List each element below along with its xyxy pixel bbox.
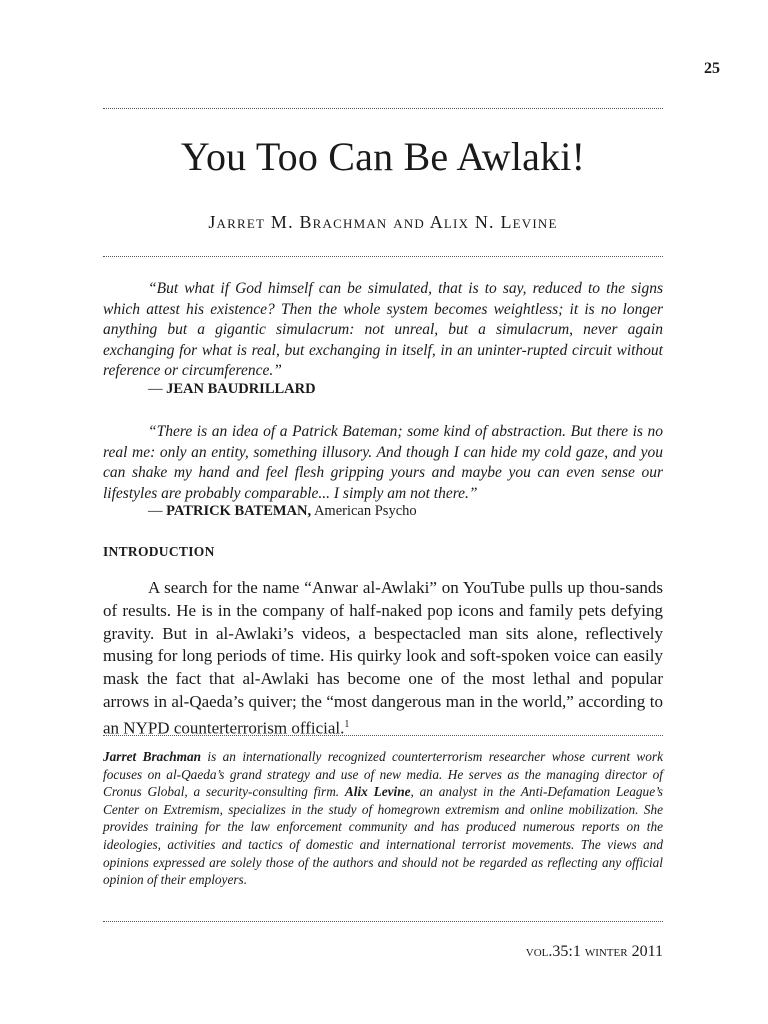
body-paragraph [103,577,663,740]
epigraph-attribution [148,381,316,398]
footnote-reference: 1 [344,718,350,730]
author-bio-text: , an analyst in the Anti-Defamation League’s Center on Extremism, specializes in the study of homegrown extremism and online mobilization. She provides training for the law enforcement community and has produced numerous reports on the ideologies, activities and tactics of domestic and international terrorist movements. The views and opinions expressed are solely those of the authors and should not be regarded as reflecting any official opinion of their employers. [103,784,663,888]
epigraph-quote: “But what if God himself can be simulated, that is to say, reduced to the signs which attest his existence? Then the whole system becomes weightless; it is no longer anything but a gigantic simulacrum: not unreal, but a simulacrum, never again exchanging for what is real, but exchanging in itself, in an uninter-rupted circuit without reference or circumference.” [103,280,663,379]
epigraph-attribution [148,503,417,520]
article-authors: Jarret M. Brachman and Alix N. Levine [208,212,558,232]
author-bio-text: is an internationally recognized counterterrorism researcher whose current work focuses on al-Qaeda’s grand strategy and use of new media. He serves as the managing director of Cronus Global, a security-consulting firm. [103,749,663,800]
attribution-dash: — [148,381,167,397]
bio-top-divider [103,735,663,736]
epigraph-quote: “There is an idea of a Patrick Bateman; some kind of abstraction. But there is no real me: only an entity, something illusory. And though I can hide my cold gaze, and you can shake my hand and feel flesh gripping yours and maybe you can even sense our lifestyles are probably comparable... I simply am not there.” [103,423,663,502]
attribution-dash: — [148,503,167,519]
top-divider [103,108,663,109]
attribution-name: PATRICK BATEMAN, [166,503,312,519]
author-bio [103,748,663,889]
author-name: Jarret Brachman [103,749,202,764]
paragraph-text: A search for the name “Anwar al-Awlaki” on YouTube pulls up thou-sands of results. He is in the company of half-naked pop icons and family pets defying gravity. But in al-Awlaki’s videos, a bespectacled man sits alone, reflectively musing for long periods of time. His quirky look and soft-spoken voice can easily mask the fact that al-Awlaki has become one of the most lethal and popular arrows in al-Qaeda’s quiver; the “most dangerous man in the world,” according to an NYPD counterterrorism official. [103,578,663,738]
page-number: 25 [704,60,720,77]
attribution-source: American Psycho [311,503,417,519]
journal-issue-footer: vol.35:1 winter 2011 [525,943,663,960]
author-name: Alix Levine [344,784,411,800]
attribution-name: JEAN BAUDRILLARD [166,381,316,397]
bio-bottom-divider [103,921,663,922]
section-heading: INTRODUCTION [103,544,215,559]
authors-divider [103,256,663,257]
article-title: You Too Can Be Awlaki! [180,134,586,179]
